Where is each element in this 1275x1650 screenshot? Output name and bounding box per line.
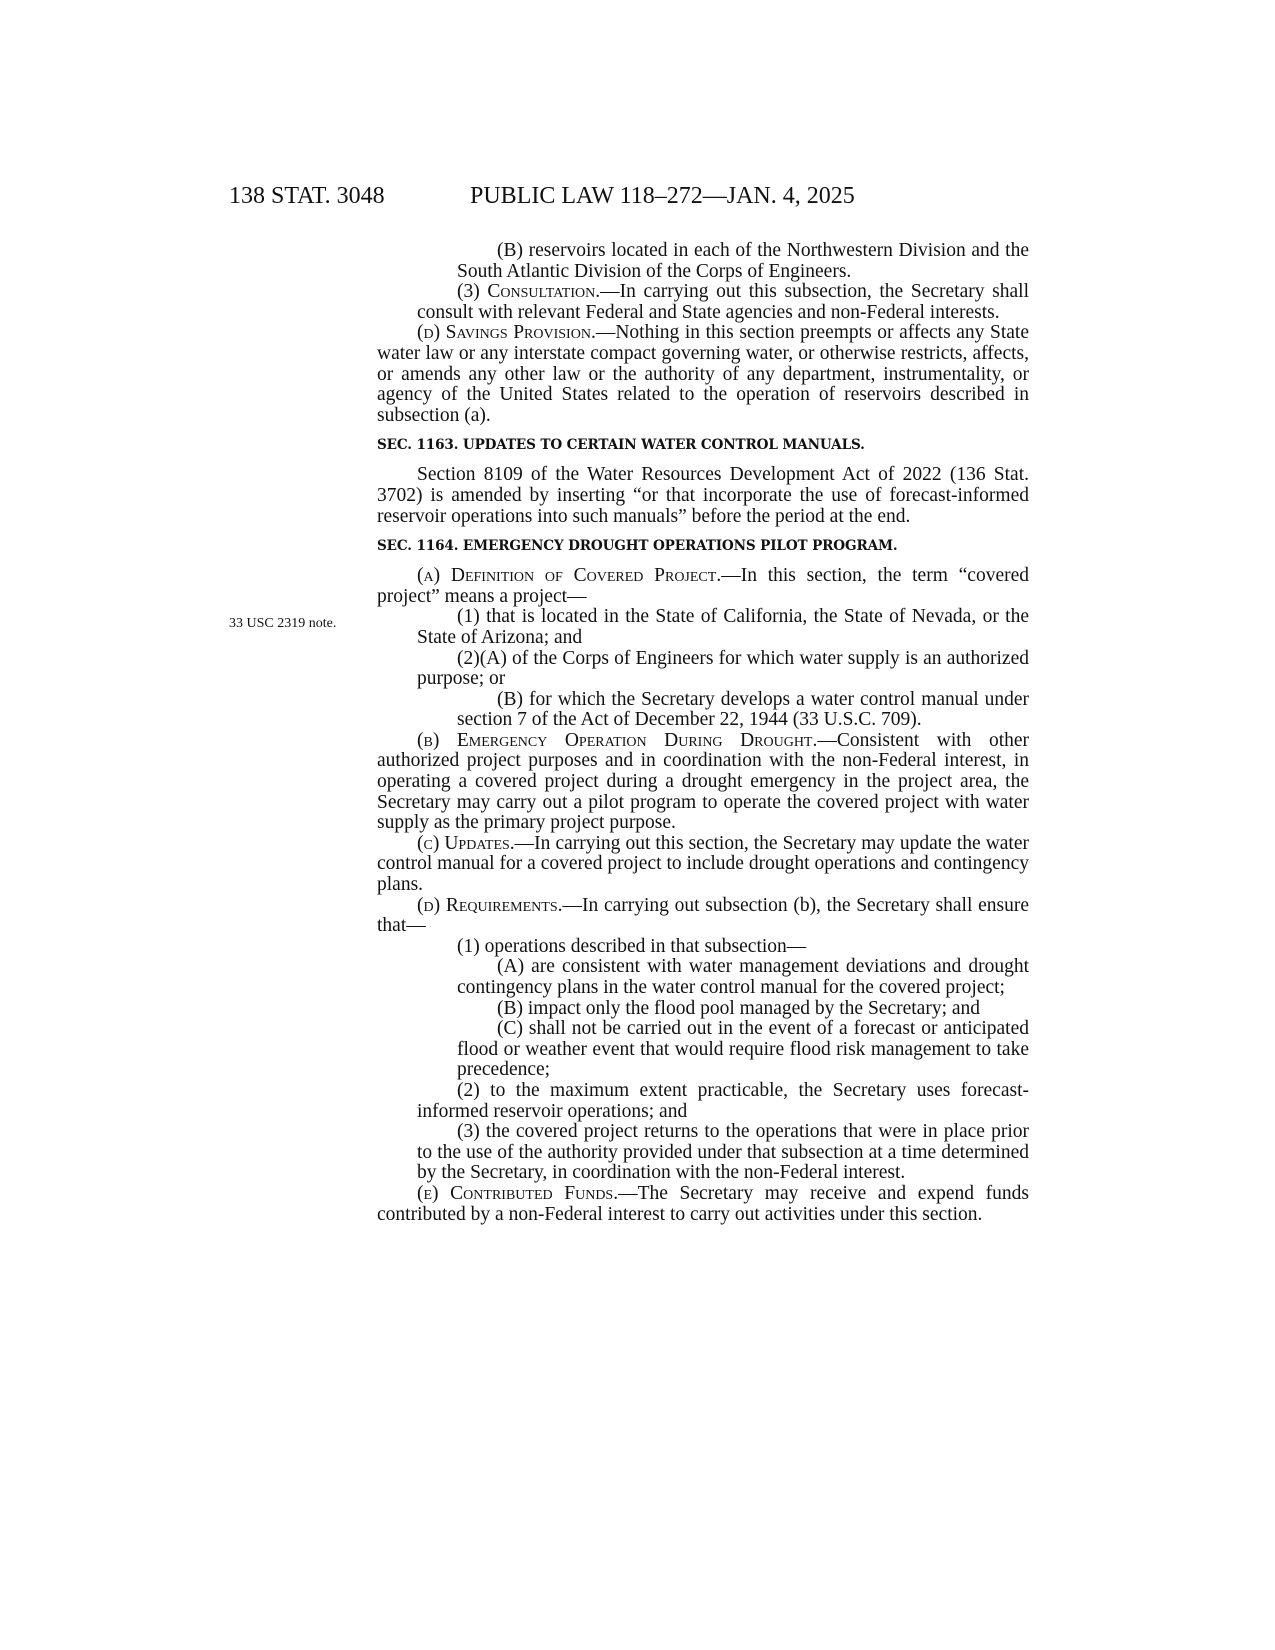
para-d3: (3) the covered project returns to the operations that were in place prior to the use of the authority provided under that subsection at a time determined by the Secretary, in coordination with the non-Federal interest. <box>417 1121 1029 1184</box>
c3-text: —In carrying out this subsection, the Secretary shall consult with relevant Federal and State agencies and non-Federal interests. <box>417 281 1029 323</box>
b-heading: (b) Emergency Operation During Drought. <box>417 729 818 751</box>
c-text: —In carrying out this section, the Secretary may update the water control manual for a covered project to include drought operations and contingency plans. <box>377 832 1029 896</box>
para-a2B: (B) for which the Secretary develops a water control manual under section 7 of the Act of December 22, 1944 (33 U.S.C. 709). <box>457 688 1029 731</box>
d-text: —Nothing in this section preempts or affects any State water law or any interstate compact governing water, or otherwise restricts, affects, or amends any other law or the authority of any department, instrumentality, or agency of the United States related to the operation of reservoirs described in subsection (a). <box>377 322 1030 426</box>
para-b-emergency <box>377 731 1029 834</box>
para-c3-consultation <box>377 282 1029 323</box>
c-heading: (c) Updates. <box>417 832 515 854</box>
a-text: —In this section, the term “covered project” means a project— <box>377 565 1029 607</box>
para-d-savings <box>377 323 1029 426</box>
stat-page-number: 138 STAT. 3048 <box>229 183 385 209</box>
e-text: —The Secretary may receive and expend funds contributed by a non-Federal interest to carry out activities under this section. <box>377 1182 1029 1225</box>
running-head: PUBLIC LAW 118–272—JAN. 4, 2025 <box>470 183 855 209</box>
para-a-definition <box>377 566 1029 607</box>
para-sec1163: Section 8109 of the Water Resources Development Act of 2022 (136 Stat. 3702) is amended by inserting “or that incorporate the use of forecast-informed reservoir operations into such manuals” before the period at the end. <box>377 464 1029 527</box>
section-1163-heading: SEC. 1163. UPDATES TO CERTAIN WATER CONTROL MANUALS. <box>377 437 865 454</box>
e-heading: (e) Contributed Funds. <box>417 1182 619 1204</box>
body-text <box>377 241 1029 1225</box>
b-text: —Consistent with other authorized project purposes and in coordination with the non-Federal interest, in operating a covered project during a drought emergency in the project area, the Secretary may carry out a pilot program to operate the covered project with water supply as the primary project purpose. <box>377 729 1030 834</box>
c3-heading: (3) Consultation. <box>457 281 601 303</box>
para-a1: (1) that is located in the State of California, the State of Nevada, or the State of Arizona; and <box>417 606 1029 648</box>
para-d-requirements <box>377 896 1029 937</box>
para-a2A: (2)(A) of the Corps of Engineers for which water supply is an authorized purpose; or <box>417 647 1029 690</box>
section-1164-heading: SEC. 1164. EMERGENCY DROUGHT OPERATIONS PILOT PROGRAM. <box>377 538 898 555</box>
d4-text: —In carrying out subsection (b), the Secretary shall ensure that— <box>377 894 1029 937</box>
para-d2: (2) to the maximum extent practicable, the Secretary uses forecast-informed reservoir operations; and <box>417 1079 1029 1122</box>
para-b-reservoirs: (B) reservoirs located in each of the Northwestern Division and the South Atlantic Division of the Corps of Engineers. <box>457 240 1029 282</box>
para-d1B: (B) impact only the flood pool managed by the Secretary; and <box>497 997 981 1019</box>
d4-heading: (d) Requirements. <box>417 894 563 916</box>
a-heading: (a) Definition of Covered Project. <box>417 565 722 587</box>
para-e-funds <box>377 1184 1029 1225</box>
para-c-updates <box>377 834 1029 896</box>
margin-citation-note: 33 USC 2319 note. <box>229 616 337 631</box>
d-heading: (d) Savings Provision. <box>417 322 596 344</box>
para-d1: (1) operations described in that subsection— <box>457 935 807 957</box>
para-d1C: (C) shall not be carried out in the event of a forecast or anticipated flood or weather event that would require flood risk management to take precedence; <box>457 1018 1029 1081</box>
para-d1A: (A) are consistent with water management deviations and drought contingency plans in the water control manual for the covered project; <box>457 956 1029 998</box>
